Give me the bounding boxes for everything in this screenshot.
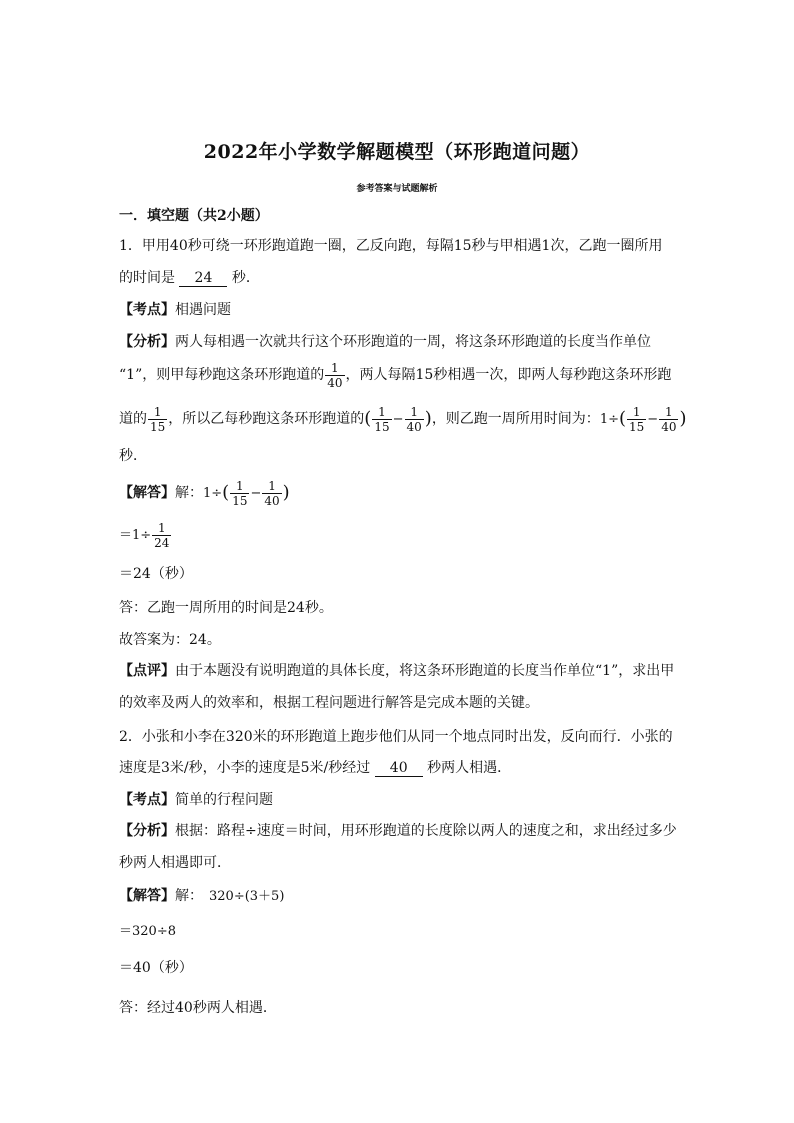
fraction-denominator: 40 bbox=[661, 419, 677, 434]
paren-right: ) bbox=[679, 408, 687, 429]
fraction-1-15 bbox=[627, 405, 646, 434]
q2-text-line1: 2．小张和小李在320米的环形跑道上跑步他们从同一个地点同时出发，反向而行．小张的 bbox=[119, 729, 673, 745]
q2-jieda-tag: 【解答】 bbox=[119, 888, 175, 904]
fraction-numerator: 1 bbox=[659, 405, 678, 420]
fraction-1-15 bbox=[230, 479, 249, 508]
q1-text-prefix: 的时间是 bbox=[119, 270, 175, 286]
fraction-numerator: 1 bbox=[405, 405, 424, 420]
minus-sign: − bbox=[250, 486, 262, 501]
q1-fenxi-text2-post: ，两人每隔15秒相遇一次，即两人每秒跑这条环形跑 bbox=[345, 367, 672, 383]
q1-fenxi-text2-pre: “1”，则甲每秒跑这条环形跑道的 bbox=[119, 367, 325, 383]
q1-jieda-step2 bbox=[119, 518, 172, 553]
math-expr: 320÷(3＋5) bbox=[209, 889, 285, 904]
q1-dianping-tag: 【点评】 bbox=[119, 663, 175, 679]
q1-jieda-step3: ＝24（秒） bbox=[119, 566, 193, 582]
fraction-1-40 bbox=[262, 479, 281, 508]
fraction-denominator: 15 bbox=[150, 419, 166, 434]
paren-left: ( bbox=[222, 482, 230, 503]
q1-kaodian-tag: 【考点】 bbox=[119, 302, 175, 318]
q2-jieda-step2: ＝320÷8 bbox=[119, 924, 176, 939]
math-expr: 1÷ bbox=[599, 412, 619, 427]
q1-gudaan: 故答案为：24。 bbox=[119, 632, 221, 648]
q1-fenxi-line2 bbox=[119, 358, 671, 392]
q1-fenxi-text3-pre: 道的 bbox=[119, 411, 147, 427]
q2-kaodian-text: 简单的行程问题 bbox=[175, 792, 273, 808]
fraction-1-40 bbox=[325, 361, 344, 390]
fraction-numerator: 1 bbox=[325, 361, 344, 376]
fraction-denominator: 40 bbox=[406, 419, 422, 434]
q1-fenxi-text3-post: ，则乙跑一周所用时间为： bbox=[431, 411, 600, 427]
q1-jieda-pre: 解： bbox=[175, 485, 203, 501]
fraction-numerator: 1 bbox=[230, 479, 249, 494]
fraction-1-15 bbox=[372, 405, 391, 434]
q1-text-line2 bbox=[119, 268, 260, 288]
q1-dianping-line2: 的效率及两人的效率和，根据工程问题进行解答是完成本题的关键。 bbox=[119, 695, 539, 711]
fraction-denominator: 40 bbox=[264, 493, 280, 508]
q2-fenxi-line2: 秒两人相遇即可． bbox=[119, 855, 231, 871]
fraction-denominator: 15 bbox=[629, 419, 645, 434]
q2-jieda-pre: 解： bbox=[175, 888, 203, 904]
q1-text-suffix: 秒． bbox=[231, 270, 260, 286]
minus-sign: − bbox=[647, 412, 659, 427]
q2-text-suffix: 秒两人相遇． bbox=[427, 760, 512, 776]
fraction-denominator: 15 bbox=[232, 493, 248, 508]
paren-left: ( bbox=[618, 408, 627, 429]
math-expr: ＝1÷ bbox=[119, 528, 152, 543]
q2-text-prefix: 速度是3米/秒，小李的速度是5米/秒经过 bbox=[119, 760, 371, 776]
page-subtitle: 参考答案与试题解析 bbox=[356, 184, 438, 194]
q1-fenxi-line3 bbox=[119, 402, 687, 437]
paren-right: ) bbox=[424, 408, 432, 429]
fraction-1-40 bbox=[405, 405, 424, 434]
fraction-denominator: 15 bbox=[374, 419, 390, 434]
q2-fenxi-text1: 根据：路程÷速度＝时间，用环形跑道的长度除以两人的速度之和，求出经过多少 bbox=[175, 823, 677, 839]
section-heading: 一．填空题（共2小题） bbox=[119, 208, 269, 224]
q1-answer-blank: 24 bbox=[179, 270, 227, 287]
fraction-1-24 bbox=[152, 521, 171, 550]
q2-kaodian bbox=[119, 790, 273, 810]
fraction-1-15 bbox=[148, 405, 167, 434]
q2-text-line2 bbox=[119, 758, 511, 778]
q2-da: 答：经过40秒两人相遇． bbox=[119, 1000, 277, 1016]
q1-kaodian bbox=[119, 300, 231, 320]
fraction-numerator: 1 bbox=[372, 405, 391, 420]
math-expr: 1÷ bbox=[203, 486, 223, 501]
q1-jieda-step1 bbox=[119, 476, 290, 511]
q1-fenxi-tag: 【分析】 bbox=[119, 334, 175, 350]
q2-fenxi-line1 bbox=[119, 821, 677, 841]
fraction-numerator: 1 bbox=[262, 479, 281, 494]
q2-kaodian-tag: 【考点】 bbox=[119, 792, 175, 808]
q1-dianping-text1: 由于本题没有说明跑道的具体长度，将这条环形跑道的长度当作单位“1”，求出甲 bbox=[175, 663, 675, 679]
paren-right: ) bbox=[282, 482, 290, 503]
fraction-numerator: 1 bbox=[152, 521, 171, 536]
q1-fenxi-text1: 两人每相遇一次就共行这个环形跑道的一周，将这条环形跑道的长度当作单位 bbox=[175, 334, 651, 350]
fraction-numerator: 1 bbox=[148, 405, 167, 420]
q2-jieda-step1 bbox=[119, 886, 284, 907]
fraction-denominator: 24 bbox=[154, 535, 170, 550]
q1-dianping-line1 bbox=[119, 661, 674, 681]
page-title: 2022年小学数学解题模型（环形跑道问题） bbox=[203, 141, 591, 163]
q2-jieda-step3: ＝40（秒） bbox=[119, 960, 193, 976]
q1-fenxi-text3-mid: ，所以乙每秒跑这条环形跑道的 bbox=[168, 411, 365, 427]
minus-sign: − bbox=[392, 412, 404, 427]
fraction-1-40 bbox=[659, 405, 678, 434]
q2-fenxi-tag: 【分析】 bbox=[119, 823, 175, 839]
q1-kaodian-text: 相遇问题 bbox=[175, 302, 231, 318]
q1-fenxi-line4: 秒． bbox=[119, 448, 147, 464]
q1-fenxi-line1 bbox=[119, 332, 651, 352]
q1-text-line1: 1．甲用40秒可绕一环形跑道跑一圈，乙反向跑，每隔15秒与甲相遇1次，乙跑一圈所用 bbox=[119, 238, 663, 254]
fraction-denominator: 40 bbox=[327, 375, 343, 390]
q2-answer-blank: 40 bbox=[375, 760, 423, 777]
q1-da: 答：乙跑一周所用的时间是24秒。 bbox=[119, 600, 333, 616]
paren-left: ( bbox=[364, 408, 372, 429]
fraction-numerator: 1 bbox=[627, 405, 646, 420]
q1-jieda-tag: 【解答】 bbox=[119, 485, 175, 501]
